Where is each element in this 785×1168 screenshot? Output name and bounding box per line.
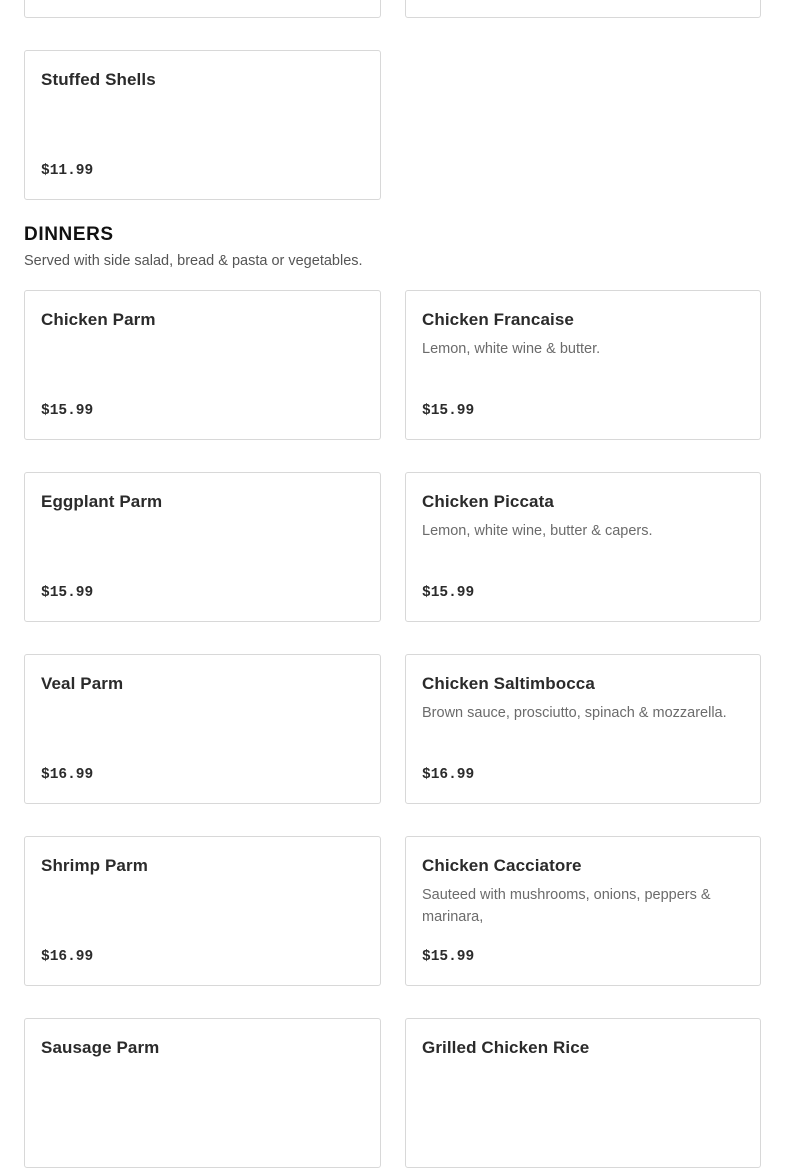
menu-item-card[interactable] <box>405 290 761 440</box>
menu-item-card[interactable] <box>405 1018 761 1168</box>
menu-item-description: Sauteed with mushrooms, onions, peppers & marinara, <box>422 887 711 925</box>
menu-item-price: $15.99 <box>422 403 475 419</box>
menu-item-price: $11.99 <box>41 163 94 179</box>
menu-item-card[interactable] <box>405 654 761 804</box>
menu-item-price: $15.99 <box>41 585 94 601</box>
menu-item-card[interactable] <box>24 1018 381 1168</box>
menu-item-card[interactable] <box>24 472 381 622</box>
menu-item-card[interactable] <box>24 50 381 200</box>
menu-item-name: Grilled Chicken Rice <box>422 1038 590 1057</box>
section-title: DINNERS <box>24 224 114 245</box>
menu-item-name: Chicken Saltimbocca <box>422 674 595 693</box>
section-subtitle: Served with side salad, bread & pasta or vegetables. <box>24 253 363 269</box>
menu-item-price: $15.99 <box>422 585 475 601</box>
menu-item-price: $15.99 <box>422 949 475 965</box>
menu-item-description: Lemon, white wine & butter. <box>422 341 601 357</box>
menu-item-card-partial[interactable] <box>24 0 381 18</box>
menu-item-card[interactable] <box>24 290 381 440</box>
menu-item-price: $16.99 <box>41 949 94 965</box>
menu-item-card[interactable] <box>405 836 761 986</box>
menu-item-name: Shrimp Parm <box>41 856 148 875</box>
menu-item-card-partial[interactable] <box>405 0 761 18</box>
menu-item-name: Eggplant Parm <box>41 492 163 511</box>
menu-item-description: Lemon, white wine, butter & capers. <box>422 523 653 539</box>
menu-item-name: Chicken Parm <box>41 310 156 329</box>
menu-item-name: Veal Parm <box>41 674 124 693</box>
menu-item-name: Chicken Cacciatore <box>422 856 582 875</box>
menu-item-card[interactable] <box>405 472 761 622</box>
menu-item-price: $16.99 <box>41 767 94 783</box>
menu-item-name: Stuffed Shells <box>41 70 156 89</box>
menu-item-price: $15.99 <box>41 403 94 419</box>
menu-item-name: Chicken Francaise <box>422 310 574 329</box>
menu-item-description: Brown sauce, prosciutto, spinach & mozzarella. <box>422 705 727 721</box>
menu-item-price: $16.99 <box>422 767 475 783</box>
menu-item-name: Sausage Parm <box>41 1038 160 1057</box>
menu-item-card[interactable] <box>24 836 381 986</box>
menu-item-card[interactable] <box>24 654 381 804</box>
menu-item-name: Chicken Piccata <box>422 492 554 511</box>
